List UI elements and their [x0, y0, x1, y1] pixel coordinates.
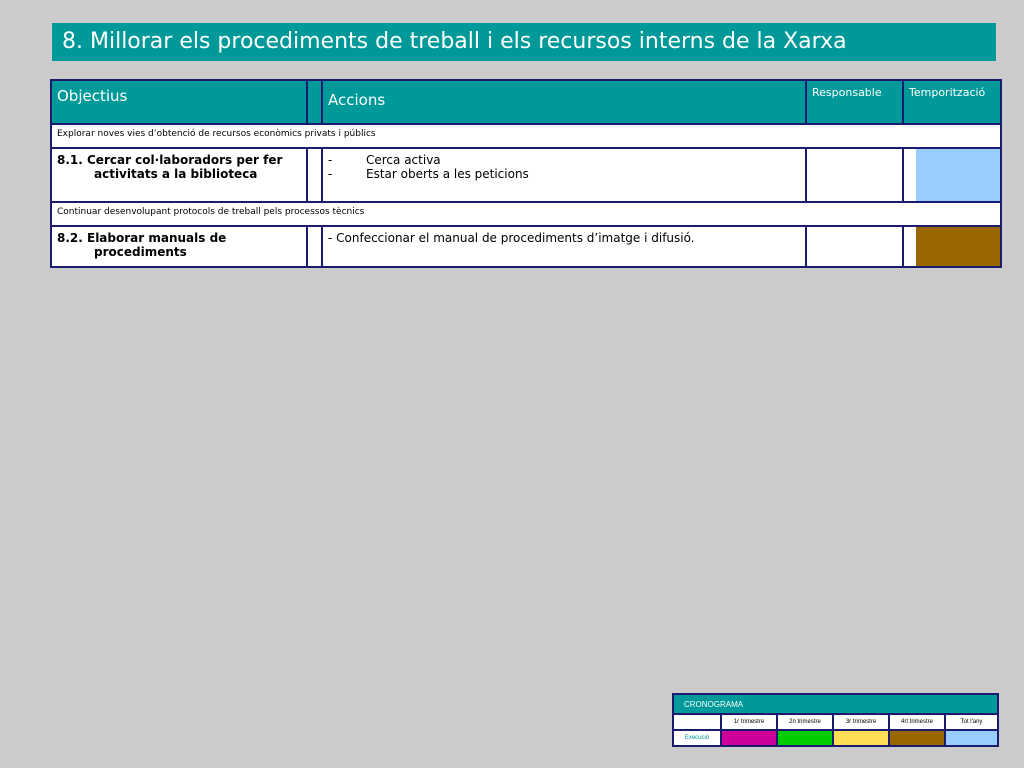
responsable-cell: [806, 226, 903, 267]
action-bullet: -: [328, 167, 333, 181]
legend-swatch: [833, 730, 889, 746]
timing-cell: [903, 226, 1001, 267]
cronograma-title: CRONOGRAMA: [673, 694, 998, 714]
header-responsable: Responsable: [806, 80, 903, 124]
action-text: Cerca activa: [366, 153, 441, 167]
action-bullet: -: [328, 153, 333, 167]
action-text: Estar oberts a les peticions: [366, 167, 529, 181]
objective-line1: 8.2. Elaborar manuals de: [57, 231, 227, 245]
legend-column-label: 3r trimestre: [833, 714, 889, 730]
legend-swatch: [945, 730, 998, 746]
action-item: [328, 231, 805, 245]
section-heading: Continuar desenvolupant protocols de treball pels processos tècnics: [51, 202, 1001, 226]
section-row: [51, 124, 1001, 148]
section-heading: Explorar noves vies d’obtenció de recursos econòmics privats i públics: [51, 124, 1001, 148]
table-header-row: [51, 80, 1001, 124]
legend-column-label: Tot l'any: [945, 714, 998, 730]
actions-cell: [322, 148, 806, 202]
objective-line1: 8.1. Cercar col·laboradors per fer: [57, 153, 283, 167]
objective-cell: [51, 226, 307, 267]
header-temporitzacio: Temporització: [903, 80, 1001, 124]
page-title: 8. Millorar els procediments de treball i els recursos interns de la Xarxa: [52, 23, 996, 61]
timing-swatch: [916, 227, 1000, 266]
spacer-cell: [307, 226, 322, 267]
legend-swatch: [889, 730, 945, 746]
action-text: - Confeccionar el manual de procediments d’imatge i difusió.: [328, 231, 695, 245]
timing-cell: [903, 148, 1001, 202]
responsable-cell: [806, 148, 903, 202]
cronograma-legend: [672, 693, 999, 747]
legend-swatch: [777, 730, 833, 746]
timing-swatch: [916, 149, 1000, 201]
header-objectius: Objectius: [51, 80, 307, 124]
table-row: [51, 226, 1001, 267]
legend-column-label: 4rt trimestre: [889, 714, 945, 730]
header-spacer: [307, 80, 322, 124]
legend-row-label: Execució: [673, 730, 721, 746]
objective-line2: procediments: [94, 245, 187, 259]
action-plan-table: [50, 79, 1002, 268]
objective-cell: [51, 148, 307, 202]
objective-line2: activitats a la biblioteca: [94, 167, 258, 181]
table-row: [51, 148, 1001, 202]
actions-cell: [322, 226, 806, 267]
legend-column-label: 1r trimestre: [721, 714, 777, 730]
legend-swatch: [721, 730, 777, 746]
legend-blank-cell: [673, 714, 721, 730]
section-row: [51, 202, 1001, 226]
action-item: [328, 167, 805, 181]
action-item: [328, 153, 805, 167]
spacer-cell: [307, 148, 322, 202]
legend-column-label: 2n trimestre: [777, 714, 833, 730]
header-accions: Accions: [322, 80, 806, 124]
